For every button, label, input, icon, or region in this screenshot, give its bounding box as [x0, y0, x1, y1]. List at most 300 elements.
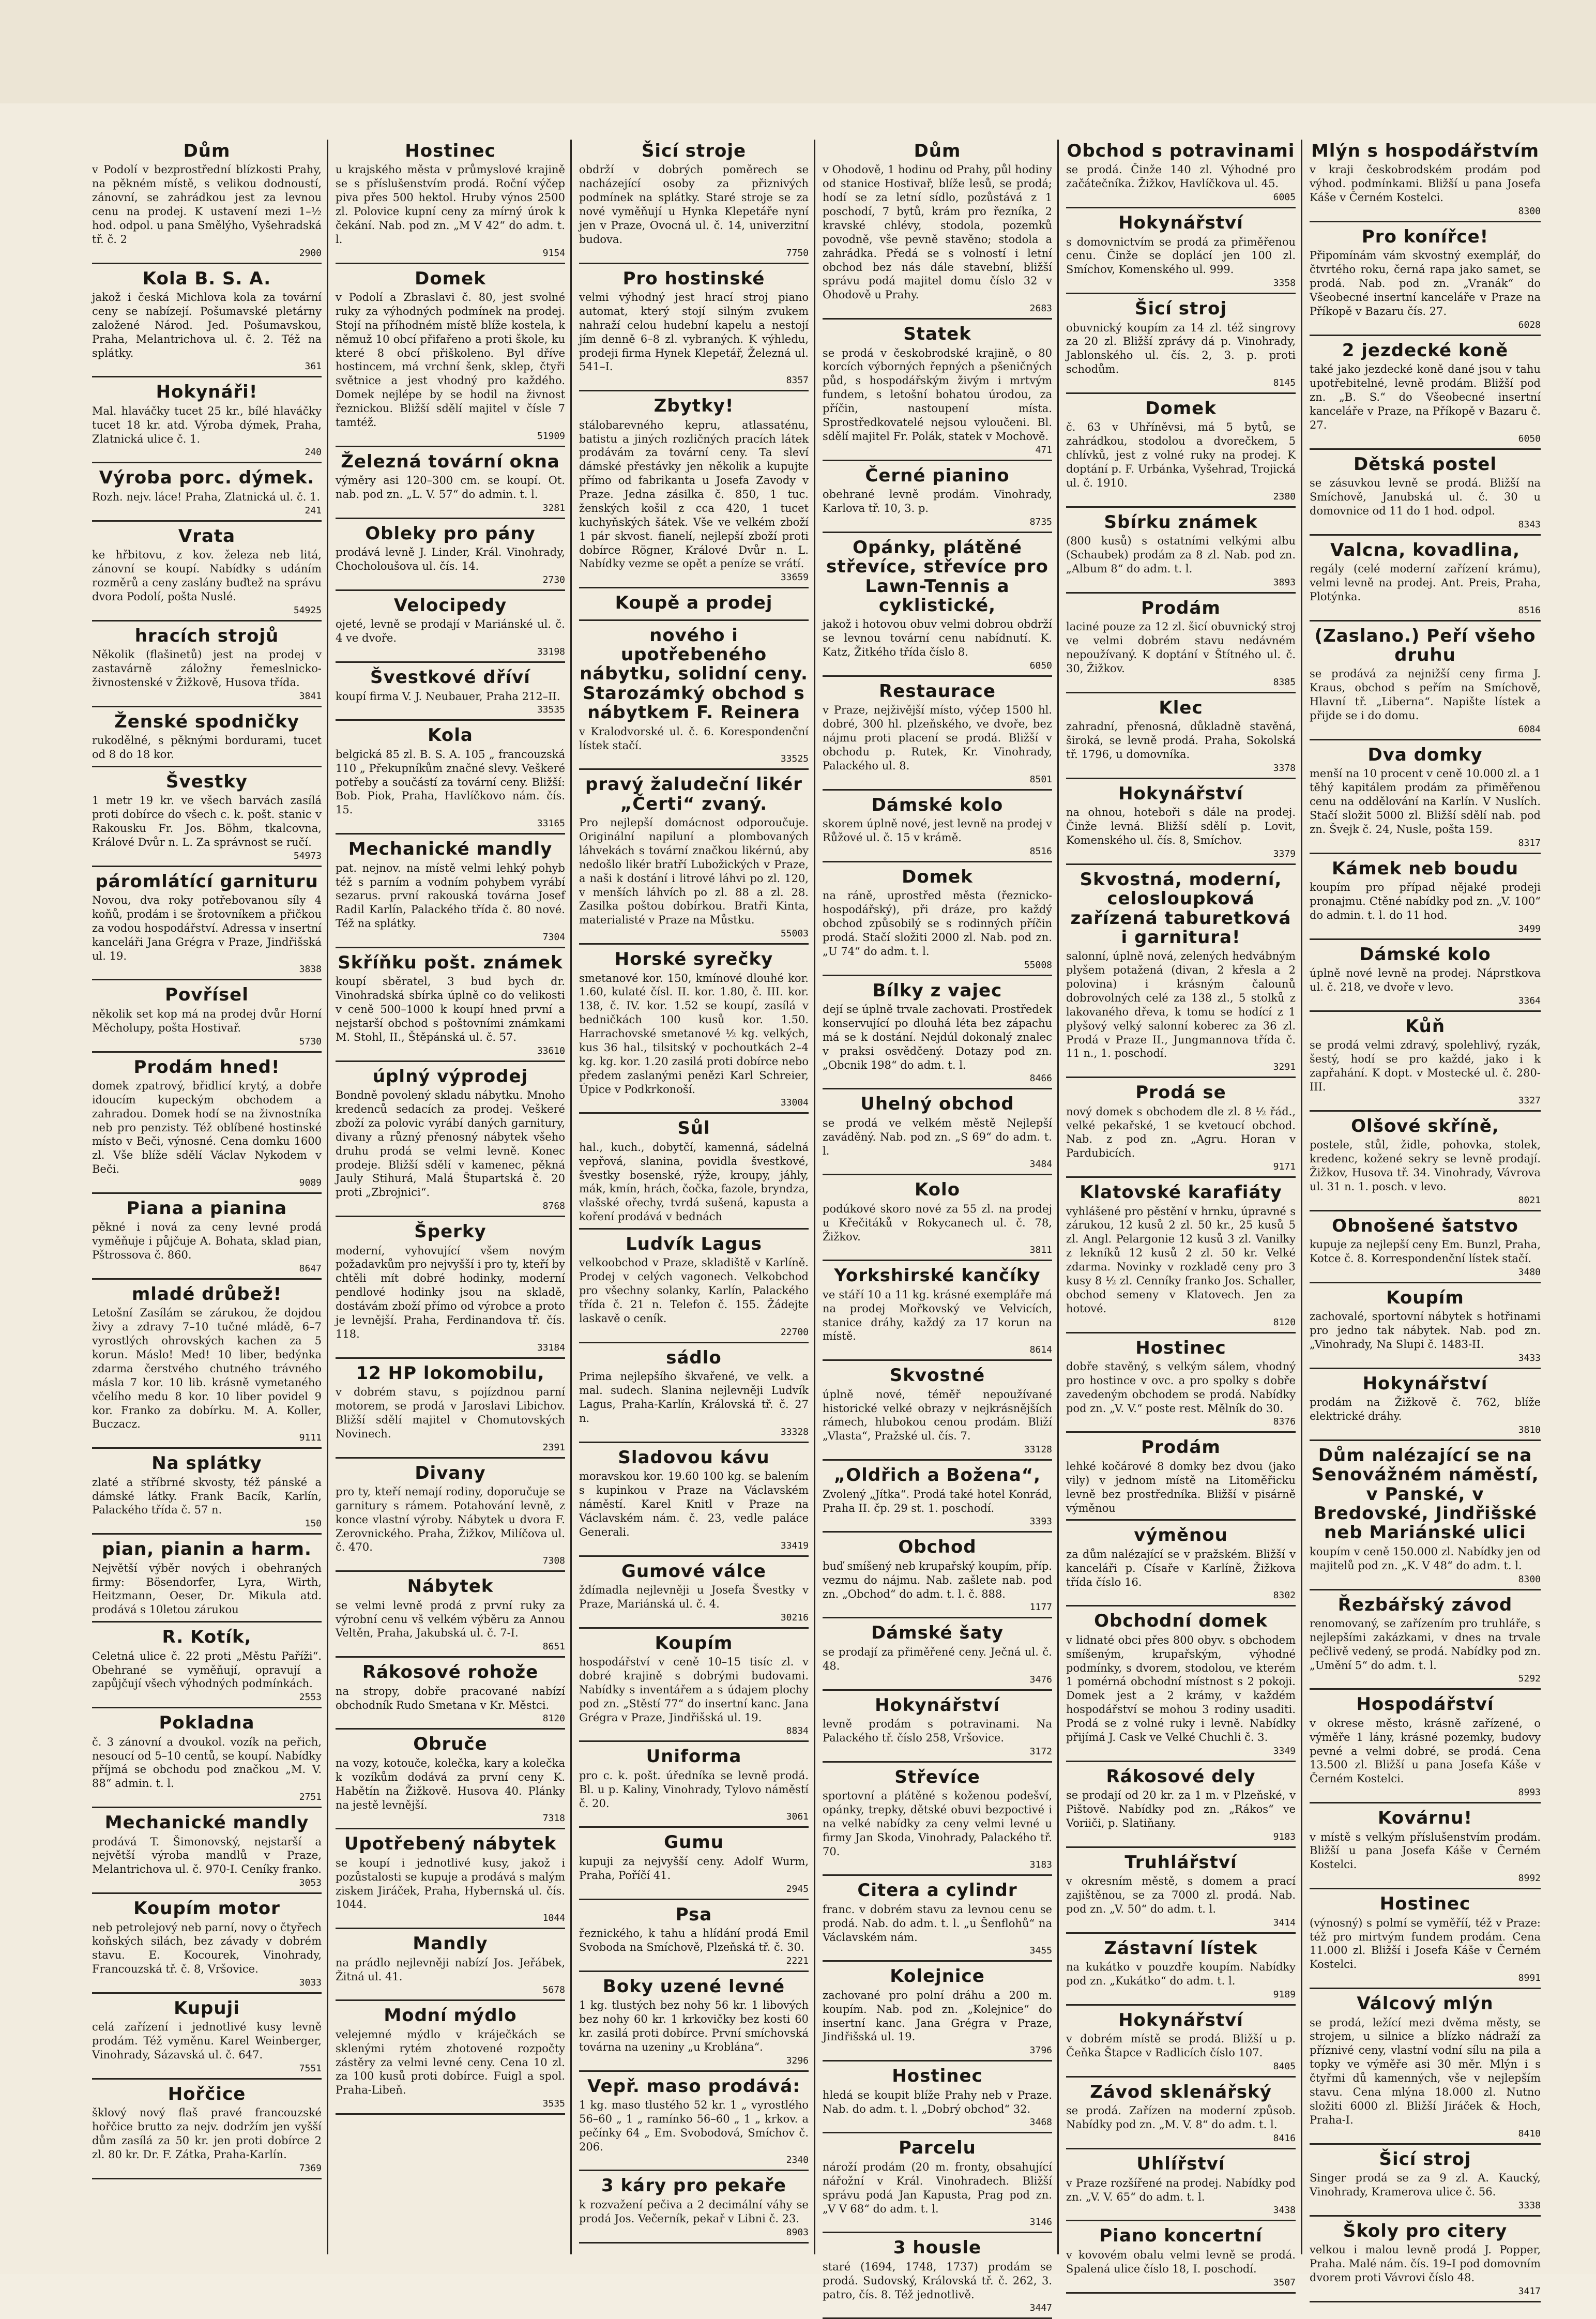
ad-body: v kraji českobrodském prodám pod výhod. podmínkami. Bližší u pana Josefa Káše v Černém Kostelci. — [1310, 163, 1541, 204]
classified-ad — [579, 592, 809, 620]
ad-number: 22700 — [780, 1326, 809, 1338]
ad-number: 8501 — [1029, 774, 1052, 785]
classified-ad — [1310, 1286, 1541, 1369]
classified-ad — [1310, 2220, 1541, 2302]
ad-heading: Koupím — [1386, 1287, 1464, 1308]
classified-ad — [1066, 1610, 1296, 1762]
ad-number: 3296 — [786, 2055, 809, 2066]
ad-heading: Na splátky — [151, 1453, 262, 1474]
ad-number: 3414 — [1273, 1917, 1296, 1928]
ad-number: 3033 — [299, 1977, 322, 1989]
ad-heading: Povřísel — [165, 984, 249, 1006]
ad-body: domek zpatrový, břidlicí krytý, a dobře idoucím kupeckým obchodem a zahradou. Domek hodí se na živnostníka neb pro penzisty. Též oblíbené hostinské místo v Beči, výnosné. Cena domku 1600 zl. Vše blíže sdělí Václav Nykodem v Beči. — [92, 1079, 322, 1176]
ad-heading: Hostinec — [1135, 1337, 1226, 1358]
column-6 — [1305, 140, 1546, 2297]
ad-heading: Dámské kolo — [871, 794, 1004, 815]
ad-heading: Dům — [914, 141, 961, 161]
ad-heading: Parcelu — [899, 2138, 976, 2159]
ad-body: prodám na Žižkově č. 762, blíže elektrické dráhy. — [1310, 1396, 1541, 1422]
classified-ad — [579, 2075, 809, 2172]
classified-ad — [579, 1632, 809, 1742]
ad-heading: Velocipedy — [393, 595, 507, 616]
ad-number: 3393 — [1029, 1516, 1052, 1527]
classified-ad — [92, 1452, 322, 1535]
ad-heading: Nábytek — [407, 1576, 494, 1597]
ad-body: Několik (flašinetů) jest na prodej v zastavárně záložny řemeslnicko-živnostenské v Žižkově, Husova třída. — [92, 648, 322, 689]
ad-heading: Hokynářství — [1362, 1373, 1488, 1394]
ad-body: na ohnou, hoteboři s dále na prodej. Činže levná. Bližší sdělí p. Lovit, Komenského ul. čís. 8, Smíchov. — [1066, 806, 1296, 846]
ad-body: v dobrém stavu, s pojízdnou parní motorem, se prodá v Jaroslavi Libichov. Bližší sdělí majitel v Chomutovských Novinech. — [336, 1386, 565, 1440]
ad-body: franc. v dobrém stavu za levnou cenu se prodá. Nab. do adm. t. l. „u Šenflohů“ na Václavském nám. — [823, 1903, 1052, 1944]
ad-heading: Rákosové rohože — [362, 1662, 539, 1683]
ad-number: 361 — [305, 361, 322, 372]
classified-ad — [579, 267, 809, 392]
classified-ad — [579, 1831, 809, 1900]
ad-number: 54925 — [293, 604, 322, 616]
ad-body: v Ohodově, 1 hodinu od Prahy, půl hodiny od stanice Hostivař, blíže lesů, se prodá; hodí se za letní sídlo, pozůstává z 1 poschodí, 7 bytů, krám pro řezníka, 2 kravské chlévy, stodola, pozemků povodně, vše pevně stavěno; stodola a zahrádka. Předá se s volností i letní obchod bez nás dále stavební, bližší správu podá majitel domu číslo 32 v Ohodově u Prahy. — [823, 163, 1052, 301]
ad-body: se prodá. Činže 140 zl. Výhodné pro začátečníka. Žižkov, Havlíčkova ul. 45. — [1066, 163, 1296, 190]
classified-ad — [823, 794, 1052, 862]
ad-heading: Hospodářství — [1356, 1694, 1494, 1715]
ad-body: kupuji za nejvyšší ceny. Adolf Wurm, Praha, Poříčí 41. — [579, 1855, 809, 1882]
ad-heading: Bílky z vajec — [872, 980, 1002, 1001]
classified-ad — [1066, 2224, 1296, 2293]
ad-number: 240 — [305, 447, 322, 458]
ad-number: 7318 — [542, 1813, 565, 1824]
ad-heading: Švestkové dříví — [370, 667, 530, 688]
classified-ad — [1066, 2153, 1296, 2221]
ad-heading: Dámské šaty — [871, 1623, 1004, 1644]
ad-number: 8903 — [786, 2226, 809, 2238]
ad-number: 3455 — [1029, 1945, 1052, 1957]
ad-body: renomovaný, se zařízením pro truhláře, s nejlepšími zakázkami, v dnes na trvale pečlivě vedený, se prodá. Nabídky pod zn. „Umění 5“ do adm. t. l. — [1310, 1617, 1541, 1672]
ad-heading: Upotřebený nábytek — [344, 1833, 557, 1855]
classified-ad — [1066, 1436, 1296, 1521]
classified-ad — [1310, 1215, 1541, 1283]
ad-body: regály (celé moderní zařízení krámu), velmi levně na prodej. Ant. Preis, Praha, Plotýnka. — [1310, 562, 1541, 603]
ad-number: 9154 — [542, 247, 565, 259]
classified-ad — [336, 2004, 565, 2115]
ad-heading: Mlýn s hospodářstvím — [1311, 141, 1540, 161]
ad-number: 2380 — [1273, 491, 1296, 502]
ad-heading: výměnou — [1134, 1525, 1228, 1546]
ad-body: (výnosný) s polmí se vyměříí, též v Praze: též pro mirtvým fundem prodám. Cena 11.000 zl. Bližší i Josefa Káše v Černém Kostelci. — [1310, 1916, 1541, 1971]
ad-number: 2221 — [786, 1955, 809, 1966]
classified-ad — [579, 1745, 809, 1828]
ad-number: 3476 — [1029, 1674, 1052, 1685]
ad-heading: Dům — [183, 141, 231, 161]
ad-heading: Prodám — [1141, 1437, 1221, 1458]
ad-body: koupí firma V. J. Neubauer, Praha 212–II. — [336, 690, 560, 703]
ad-heading: Uhelný obchod — [860, 1094, 1014, 1115]
ad-heading: Hostinec — [405, 141, 496, 161]
ad-body: velkou i malou levně prodá J. Popper, Praha. Malé nám. čís. 19–I pod domovním dvorem proti Vávrovi číslo 48. — [1310, 2244, 1541, 2284]
ad-heading: Hostinec — [1379, 1893, 1471, 1915]
classified-ad — [336, 951, 565, 1062]
ad-number: 3468 — [1029, 2117, 1052, 2128]
ad-heading: hracích strojů — [134, 625, 279, 646]
ad-number: 8410 — [1518, 2128, 1541, 2139]
classified-ad — [1066, 1851, 1296, 1934]
ad-heading: Domek — [902, 866, 973, 887]
ad-body: koupí sběratel, 3 bud bych dr. Vinohradská sbírka úplně co do velikosti v ceně 500–1000 k koupí hned první a nejstarší obchod s poštovními známkami M. Stohl, II., Štěpánská ul. č. 57. — [336, 975, 565, 1043]
ad-body: 1 kg. tlustých bez nohy 56 kr. 1 libových bez nohy 60 kr. 1 krkovičky bez kosti 60 kr. zasilá proti dobírce. První smíchovská továrna na uzeniny „u Kroblána“. — [579, 1999, 809, 2053]
ad-heading: Školy pro citery — [1343, 2220, 1508, 2241]
ad-heading: Šicí stroj — [1134, 298, 1227, 320]
ad-heading: Opánky, plátěné střevíce, střevíce pro Lawn-Tennis a cyklistické, — [826, 537, 1048, 616]
ad-number: 8300 — [1518, 206, 1541, 217]
column-5 — [1062, 140, 1302, 2288]
classified-ad — [92, 1997, 322, 2080]
ad-heading: Hokynářství — [875, 1694, 1000, 1716]
ad-number: 3841 — [299, 690, 322, 702]
ad-heading: Šicí stroj — [1379, 2148, 1471, 2170]
ad-body: laciné pouze za 12 zl. šicí obuvnický stroj ve velmi dobrém stavu nedávném nepoužívaný. K doptání v Štítného ul. č. 30, Žižkov. — [1066, 620, 1296, 675]
classified-ad — [823, 1093, 1052, 1175]
ad-heading: Kola B. S. A. — [142, 268, 271, 289]
ad-body: také jako jezdecké koně dané jsou v tahu upotřebitelné, levně prodám. Bližší pod zn. „B. S.“ do Všeobecné insertní kanceláře v Praze, na Příkopě v Bazaru č. 27. — [1310, 363, 1541, 431]
ad-heading: Střevíce — [894, 1766, 980, 1787]
ad-heading: pian, pianin a harm. — [102, 1539, 312, 1560]
classified-ad — [1066, 1081, 1296, 1178]
ad-number: 3358 — [1273, 278, 1296, 289]
classified-ad — [1066, 140, 1296, 208]
ad-number: 9171 — [1273, 1161, 1296, 1173]
classified-ad — [1310, 857, 1541, 940]
ad-number: 8120 — [1273, 1316, 1296, 1328]
ad-body: se prodá ve velkém městě Nejlepší zaváděný. Nab. pod zn. „S 69“ do adm. t. l. — [823, 1116, 1052, 1157]
classified-ad — [1310, 2148, 1541, 2217]
ad-number: 7308 — [542, 1555, 565, 1567]
classified-ad — [92, 1897, 322, 1994]
classified-ad — [336, 1832, 565, 1929]
ad-body: v Kralodvorské ul. č. 6. Korespondenční lístek stačí. — [579, 725, 809, 752]
classified-ad — [823, 979, 1052, 1090]
ad-number: 3447 — [1029, 2302, 1052, 2314]
classified-ad — [92, 2083, 322, 2179]
ad-number: 33659 — [780, 572, 809, 583]
ad-number: 33165 — [537, 818, 565, 829]
ad-body: 1 metr 19 kr. ve všech barvách zasílá proti dobírce do všech c. k. pošt. stanic v Rakousku Fr. Jos. Böhm, tkalcovna, Králové Dvůr n. L. Za správnost se ručí. — [92, 794, 322, 848]
classified-ad — [579, 2174, 809, 2243]
ad-body: se zásuvkou levně se prodá. Bližší na Smíchově, Janubská ul. č. 30 u domovnice od 11 do 1 hod. odpol. — [1310, 476, 1541, 517]
ad-body: hal., kuch., dobytčí, kamenná, sádelná vepřová, slanina, povidla švestkové, švestky bosenské, rýže, kroupy, jáhly, mák, kmín, hrách, čočka, fazole, bryndza, vlašské ořechy, tvrdá sušená, kapusta a koření prodává v bednách — [579, 1141, 809, 1223]
ad-number: 8466 — [1029, 1073, 1052, 1084]
ad-body: výměry asi 120–300 cm. se koupí. Ot. nab. pod zn. „L. V. 57“ do admin. t. l. — [336, 474, 565, 501]
ad-number: 3893 — [1273, 577, 1296, 588]
ad-body: kupuje za nejlepší ceny Em. Bunzl, Praha, Kotce č. 8. Korrespondenční lístek stačí. — [1310, 1238, 1541, 1265]
classified-ad — [823, 2065, 1052, 2133]
ad-number: 3291 — [1273, 1062, 1296, 1073]
ad-heading: Pro hostinské — [622, 268, 765, 289]
ad-body: Singer prodá se za 9 zl. A. Kaucký, Vinohrady, Kramerova ulice č. 56. — [1310, 2171, 1541, 2198]
ad-heading: Zbytky! — [653, 396, 734, 417]
ad-heading: Truhlářství — [1124, 1852, 1237, 1873]
classified-ad — [92, 710, 322, 767]
ad-heading: Olšové skříně, — [1351, 1115, 1499, 1136]
classified-ad — [92, 1626, 322, 1708]
ad-heading: Gumu — [664, 1832, 724, 1853]
ad-number: 3053 — [299, 1877, 322, 1889]
classified-ad — [336, 1733, 565, 1829]
classified-ad — [579, 773, 809, 945]
classified-ad — [823, 1364, 1052, 1461]
ad-heading: Řezbářský závod — [1337, 1594, 1513, 1615]
classified-ad — [336, 1065, 565, 1217]
ad-body: se koupí i jednotlivé kusy, jakož i pozůstalosti se kupuje a prodává s malým ziskem Jiráček, Praha, Hybernská ul. čís. 1044. — [336, 1856, 565, 1911]
classified-ad — [1066, 696, 1296, 779]
ad-body: zachovalé, sportovní nábytek s hotřinami pro jedno tak nábytek. Nab. pod zn. „Vinohrady, Na Slupi č. 1483-II. — [1310, 1310, 1541, 1351]
ad-body: neb petrolejový neb parní, novy o čtyřech koňských silách, bez závady v dobrém stavu. E. Kocourek, Vinohrady, Francouzská tř. č. 8, Vršovice. — [92, 1921, 322, 1976]
ad-heading: Švestky — [166, 771, 248, 792]
ad-body: Připomínám vám skvostný exemplář, do čtvrtého roku, černá rapa jako samet, se prodá. Nab. pod zn. „Vranák“ do Všeobecné insertní kanceláře v Praze na Příkopě v Bazaru čís. 27. — [1310, 249, 1541, 317]
classified-ad — [1310, 1892, 1541, 1989]
classified-ad — [336, 1932, 565, 2001]
ad-heading: Válcový mlýn — [1357, 1993, 1494, 2014]
classified-ad — [1066, 868, 1296, 1079]
ad-body: se prodá. Zařízen na moderní způsob. Nabídky pod zn. „M. V. 8“ do adm. t. l. — [1066, 2104, 1296, 2131]
ad-body: ve stáří 10 a 11 kg. krásné exempláře má na prodej Mořkovský ve Velvicích, stanice dráhy, každý za 17 korun na místě. — [823, 1288, 1052, 1343]
ad-body: smetanové kor. 150, kmínové dlouhé kor. 1.60, kulaté čísl. II. kor. 1.80, č. III. kor. 138, č. IV. kor. 1.52 se koupí, zasílá v bedničkách 100 kusů kor. 1.50. Harrachovské smetanové ½ kg. velkých, kus 36 hal., tilsitský v pochoutkách 2–4 kg. kg. kor. 1.20 zasilá proti dobírce nebo předem zaslanými penězi Karl Schreier, Úpice v Podkrkonoší. — [579, 972, 809, 1096]
classified-ad — [1310, 1992, 1541, 2144]
ad-body: pro c. k. pošt. úředníka se levně prodá. Bl. u p. Kaliny, Vinohrady, Tylovo náměstí č. 20. — [579, 1769, 809, 1810]
ad-number: 33004 — [780, 1097, 809, 1109]
ad-body: se prodá, ležící mezi dvěma městy, se strojem, u silnice a blízko nádraží za příznivé ceny, vlastní vodní sílu na pila a topky ve výměře asi 30 měr. Mlýn i s čtyřmi dů kamenných, vše v nejlepším stavu. Cena mlýna 18.000 zl. Nutno složiti 6000 zl. Bližší Jiráček & Hoch, Praha-I. — [1310, 2016, 1541, 2126]
classified-ad — [823, 1766, 1052, 1876]
ad-heading: Šicí stroje — [641, 141, 747, 161]
ad-body: na vozy, kotouče, kolečka, kary a kolečka k vozíkům dodává za první ceny K. Habětín na Žižkově. Husova 40. Plánky na jestě levnější. — [336, 1756, 565, 1811]
ad-heading: Hokynářství — [1118, 213, 1243, 234]
ad-body: v dobrém místě se prodá. Bližší u p. Čeňka Štapce v Radlicích číslo 107. — [1066, 2033, 1296, 2059]
ad-heading: Obchod — [898, 1537, 977, 1558]
classified-ad — [92, 466, 322, 521]
ad-heading: Kůň — [1405, 1015, 1446, 1037]
ad-number: 55008 — [1024, 959, 1052, 971]
classified-ad — [823, 1536, 1052, 1618]
classified-ad — [1310, 140, 1541, 222]
ad-number: 54973 — [293, 850, 322, 861]
classified-ad — [336, 1220, 565, 1359]
ad-heading: nového i upotřebeného nábytku, solidní ceny. Starozámký obchod s nábytkem F. Reinera — [580, 625, 808, 723]
ad-number: 6028 — [1518, 319, 1541, 330]
ad-heading: Domek — [1145, 398, 1217, 419]
classified-ad — [823, 1879, 1052, 1962]
classified-ad — [579, 140, 809, 264]
ad-number: 2730 — [542, 574, 565, 586]
ad-body: salonní, úplně nová, zelených hedvábným plyšem potažená (divan, 2 křesla a 2 polovina) i krásným čalounů dobrovolných celé za 138 zl., 5 stolků z lakovaného dřeva, k tomu se hodící z 1 plyšový velký salonní koberec za 36 zl. Prodá v Praze II., Jungmannova třída č. 11 n., 1. poschodí. — [1066, 950, 1296, 1060]
ad-number: 3172 — [1029, 1746, 1052, 1757]
ad-heading: Boky uzené levné — [602, 1976, 785, 1997]
ad-body: nároží prodám (20 m. fronty, obsahující nářožní v Král. Vinohradech. Bližší správu podá Jan Kapusta, Prag pod zn. „V V 68“ do adm. t. l. — [823, 2160, 1052, 2215]
ad-body: prodává T. Šimonovský, nejstarší a největší výroba mandlů v Praze, Melantrichova ul. č. 970-I. Ceníky franko. — [92, 1835, 322, 1876]
ad-body: v Praze, nejživější místo, výčep 1500 hl. dobré, 300 hl. plzeňského, ve dvoře, bez nájmu proti placení se prodá. Bližší v obchodu p. Rutek, Kr. Vinohrady, Palackého ul. 8. — [823, 704, 1052, 772]
ad-heading: Psa — [675, 1904, 712, 1925]
ad-number: 8647 — [299, 1263, 322, 1275]
ad-number: 3281 — [542, 502, 565, 513]
ad-body: jakož i hotovou obuv velmi dobrou obdrží se levnou tovární cenu nabídnutí. K. Katz, Žitkého třída číslo 8. — [823, 618, 1052, 659]
classified-ad — [336, 1661, 565, 1730]
ad-heading: Rákosové dely — [1106, 1766, 1256, 1787]
classified-ad — [579, 948, 809, 1114]
ad-number: 3499 — [1518, 923, 1541, 934]
ad-number: 3480 — [1518, 1266, 1541, 1278]
ad-number: 3364 — [1518, 995, 1541, 1006]
ad-body: pro ty, kteří nemají rodiny, doporučuje se garnitury s rámem. Potahování levně, z konce vlastní výroby. Nábytek u dvora F. Zerovnického. Praha, Žižkov, Milíčova ul. č. 470. — [336, 1485, 565, 1554]
classified-ad — [1066, 1337, 1296, 1433]
ad-number: 8343 — [1518, 519, 1541, 530]
ad-number: 8516 — [1518, 604, 1541, 616]
ad-body: v okresním městě, s domem a prací zajištěnou, se za 7000 zl. prodá. Nab. pod zn. „V. 50“ do adm. t. l. — [1066, 1875, 1296, 1915]
ad-heading: Vepř. maso prodává: — [587, 2075, 800, 2097]
classified-ad — [336, 522, 565, 591]
ad-body: v Podolí v bezprostřední blízkosti Prahy, na pěkném místě, s velikou dodnoustí, zánovní, se zahrádkou jest za levnou cenu na prodej. K ustavení mezi 1–½ hod. odpol. u pana Smělýho, Vyšehradská tř. č. 2 — [92, 163, 322, 246]
ad-body: moravskou kor. 19.60 100 kg. se balením s kupinkou v Praze na Václavském náměstí. Karel Knitl v Praze na Václavském nám. č. 23, vedle paláce Generali. — [579, 1470, 809, 1538]
ad-number: 6050 — [1029, 660, 1052, 671]
classified-ad — [823, 464, 1052, 533]
ad-number: 3433 — [1518, 1352, 1541, 1363]
ad-body: celá zařízení i jednotlivé kusy levně prodám. Též vyměnu. Karel Weinberger, Vinohrady, Sázavská ul. č. 647. — [92, 2021, 322, 2062]
ad-heading: sádlo — [666, 1347, 722, 1368]
ad-heading: „Oldřich a Božena“, — [833, 1465, 1041, 1486]
classified-ad — [823, 323, 1052, 461]
classified-ad — [579, 395, 809, 588]
ad-body: (800 kusů) s ostatními velkými albu (Schaubek) prodám za 8 zl. Nab. pod zn. „Album 8“ do adm. t. l. — [1066, 535, 1296, 575]
classified-ad — [1310, 539, 1541, 622]
classified-ad — [92, 140, 322, 264]
ad-heading: Horské syrečky — [614, 949, 773, 970]
ad-heading: Dva domky — [1367, 744, 1483, 765]
ad-number: 3327 — [1518, 1095, 1541, 1106]
ad-number: 3349 — [1273, 1745, 1296, 1756]
ad-body: v kovovém obalu velmi levně se prodá. Spalená ulice číslo 18, I. poschodí. — [1066, 2248, 1296, 2275]
ad-body: Bondně povolený skladu nábytku. Mnoho kredenců sedacích za prodej. Veškeré zboží za polovic vyrábí daných garnitury, divany a různý přenosný nábytek všeho druhu prodá se velmi levně. Konec prodeje. Bližší sdělí v kamenec, pěkná Jauly Stihurá, Malá Štupartská č. 20 proti „Zbrojnici“. — [336, 1089, 565, 1199]
classified-ad — [92, 1538, 322, 1623]
ad-number: 3061 — [786, 1811, 809, 1823]
classified-ad — [92, 267, 322, 378]
classified-ad — [92, 1711, 322, 1808]
classified-ad — [823, 2236, 1052, 2319]
ad-body: koupím pro případ nějaké prodeji pronajmu. Ctěné nabídky pod zn. „V. 100“ do admin. t. l. do 11 hod. — [1310, 881, 1541, 921]
ad-body: u krajského města v průmyslové krajině se s příslušenstvím prodá. Roční výčep piva přes 500 hektol. Hruby výnos 2500 zl. Polovice kupní ceny za mírný úrok k čekání. Nab. pod zn. „M V 42“ do adm. t. l. — [336, 163, 565, 246]
ad-heading: Černé pianino — [865, 465, 1010, 486]
ad-heading: Citera a cylindr — [857, 1880, 1017, 1901]
ad-number: 8302 — [1273, 1590, 1296, 1601]
ad-body: velejemné mýdlo v kráječkách se sklenými rytém zhotovené rozpočty zástěry za velmi levné ceny. Cena 10 zl. za 100 kusů proti dobírce. Fuigl a spol. Praha-Libeň. — [336, 2028, 565, 2097]
ad-body: zlaté a stříbrné skvosty, též pánské a dámské látky. Frank Bacík, Karlín, Palackého třída č. 57 n. — [92, 1476, 322, 1517]
classified-ad — [92, 1283, 322, 1449]
ad-body: obuvnický koupím za 14 zl. též singrovy za 20 zl. Bližší zprávy dá p. Vinohrady, Jablonského ul. čís. 2, 3. p. proti schodům. — [1066, 321, 1296, 376]
classified-ad — [1310, 943, 1541, 1012]
classified-ad — [92, 770, 322, 867]
ad-heading: Kolo — [914, 1179, 961, 1201]
ad-heading: Dámské kolo — [1359, 944, 1491, 965]
ad-body: na kukátko v pouzdře koupím. Nabídky pod zn. „Kukátko“ do adm. t. l. — [1066, 1961, 1296, 1988]
classified-ad — [336, 1575, 565, 1658]
classified-ad — [1066, 397, 1296, 508]
ad-number: 8376 — [1273, 1416, 1296, 1428]
ad-heading: Závod sklenářský — [1090, 2082, 1272, 2103]
ad-number: 8357 — [786, 375, 809, 386]
classified-ad — [1310, 1444, 1541, 1590]
classified-ad — [579, 1233, 809, 1343]
ad-heading: Kupuji — [174, 1998, 240, 2019]
ad-number: 8145 — [1273, 377, 1296, 389]
ad-number: 33610 — [537, 1045, 565, 1056]
ad-number: 33535 — [537, 704, 565, 716]
classified-ad — [579, 1117, 809, 1230]
ad-body: koupím v ceně 150.000 zl. Nabídky jen od majitelů pod zn. „K. V 48“ do adm. t. l. — [1310, 1545, 1541, 1572]
ad-body: se velmi levně prodá z první ruky za výrobní cenu vš velkém výběru za Annou Veltěn, Praha, Jakubská ul. č. 7-I. — [336, 1599, 565, 1640]
ad-body: menší na 10 procent v ceně 10.000 zl. a 1 těhý kapitálem prodám za přiměřenou cenu na oddělování na Karlín. V Nuslích. Stačí složit 5000 zl. Bližší sdělí nab. pod zn. Švejk č. 24, Nusle, pošta 159. — [1310, 767, 1541, 836]
classified-ad — [1066, 1181, 1296, 1333]
ad-heading: Hokynářství — [1118, 2009, 1243, 2030]
ad-heading: Hořčice — [168, 2084, 246, 2105]
ad-heading: Kámek neb boudu — [1331, 858, 1519, 879]
ad-heading: Koupím — [655, 1632, 733, 1654]
ad-number: 33184 — [537, 1342, 565, 1353]
ad-body: Novou, dva roky potřebovanou síly 4 koňů, prodám i se šrotovníkem a přičkou za vodou hospodářství. Adressa v insertní kanceláři Jana Grégra v Praze, Jindřišská ul. 19. — [92, 894, 322, 962]
ad-number: 3438 — [1273, 2205, 1296, 2216]
ad-heading: Obnošené šatstvo — [1332, 1215, 1518, 1236]
ad-body: dobře stavěný, s velkým sálem, vhodný pro hostince v ovc. a pro spolky s dobře zavedeným obchodem se prodá. Nabídky pod zn. „V. V.“ poste rest. Mělník do 30. — [1066, 1360, 1296, 1415]
ad-heading: Obleky pro pány — [365, 523, 536, 544]
ad-heading: Obchod s potravinami — [1067, 141, 1295, 161]
ad-heading: Klec — [1159, 697, 1203, 718]
ad-number: 2751 — [299, 1792, 322, 1803]
ad-number: 33525 — [780, 753, 809, 765]
ad-heading: Skvostná, moderní, celosloupková zařízená taburetková i garnitura! — [1070, 869, 1291, 948]
ad-body: sportovní a plátěné s koženou podešví, opánky, trepky, dětské obuvi bezpoctivé i na velké nabídky za ceny velmi levné u firmy Jan Skoda, Vinohrady, Palackého tř. 70. — [823, 1790, 1052, 1858]
classified-ad — [1310, 1115, 1541, 1211]
classified-ad — [1310, 1594, 1541, 1690]
classified-ad — [1066, 511, 1296, 594]
classified-ad — [579, 1975, 809, 2072]
classified-ad — [823, 536, 1052, 677]
ad-number: 2900 — [299, 247, 322, 259]
ad-body: úplně nové levně na prodej. Náprstkova ul. č. 218, ve dvoře v levo. — [1310, 967, 1541, 993]
ad-number: 9089 — [299, 1177, 322, 1189]
ad-number: 3417 — [1518, 2285, 1541, 2297]
ad-heading: Kolejnice — [890, 1966, 985, 1987]
ad-body: Největší výběr nových i obehraných firmy: Bösendorfer, Lyra, Wirth, Heitzmann, Oeser, Dr. Mikula atd. prodává s 10letou zárukou — [92, 1562, 322, 1616]
ad-body: ždímadla nejlevněji u Josefa Švestky v Praze, Mariánská ul. č. 4. — [579, 1583, 809, 1610]
ad-heading: Restaurace — [879, 680, 996, 702]
ad-number: 2683 — [1029, 303, 1052, 314]
ad-body: vyhlášené pro pěstění v hrnku, úpravné s zárukou, 12 kusů 2 zl. 50 kr., 25 kusů 5 zl. Angl. Pelargonie 12 kusů 3 zl. Vanilky z lekníků 12 kusů 2 zl. 50 kr. Velké zdarma. Novinky v rozkladě ceny pro 3 kusy 8 ½ zl. Cenníky franko Jos. Schaller, obchod semeny v Klatovech. Jen za hotové. — [1066, 1205, 1296, 1315]
ad-heading: Dětská postel — [1353, 453, 1497, 475]
ad-body: postele, stůl, židle, pohovka, stolek, kredenc, kožené sekry se levně prodají. Žižkov, Husova tř. 34. Vinohrady, Vávrova ul. 31 n. 1. posch. v levo. — [1310, 1139, 1541, 1193]
ad-heading: páromlátící garnituru — [95, 871, 318, 892]
ad-number: 3378 — [1273, 762, 1296, 774]
classified-ad — [1066, 1524, 1296, 1606]
ad-number: 2945 — [786, 1883, 809, 1894]
ad-body: lehké kočárové 8 domky bez dvou (jako vily) v jednom místě na Litoměřicku levně bez prostředníka. Bližší v pisárně výměnou — [1066, 1460, 1296, 1514]
ad-heading: Kola — [428, 725, 473, 746]
ad-number: 8300 — [1518, 1573, 1541, 1585]
ad-number: 1177 — [1029, 1602, 1052, 1613]
ad-heading: Koupě a prodej — [615, 593, 773, 614]
ad-heading: Uhlířství — [1136, 2154, 1225, 2175]
classified-ad — [1310, 744, 1541, 854]
classified-ad — [1066, 2009, 1296, 2078]
ad-heading: Prodá se — [1135, 1082, 1226, 1103]
classified-ad — [336, 1362, 565, 1459]
ad-heading: Gumové válce — [621, 1560, 766, 1582]
ad-heading: Ženské spodničky — [114, 711, 299, 732]
ad-heading: Koupím motor — [133, 1898, 280, 1919]
ad-number: 3507 — [1273, 2277, 1296, 2288]
ad-body: hledá se koupit blíže Prahy neb v Praze. Nab. do adm. t. l. „Dobrý obchod“ 32. — [823, 2088, 1052, 2115]
